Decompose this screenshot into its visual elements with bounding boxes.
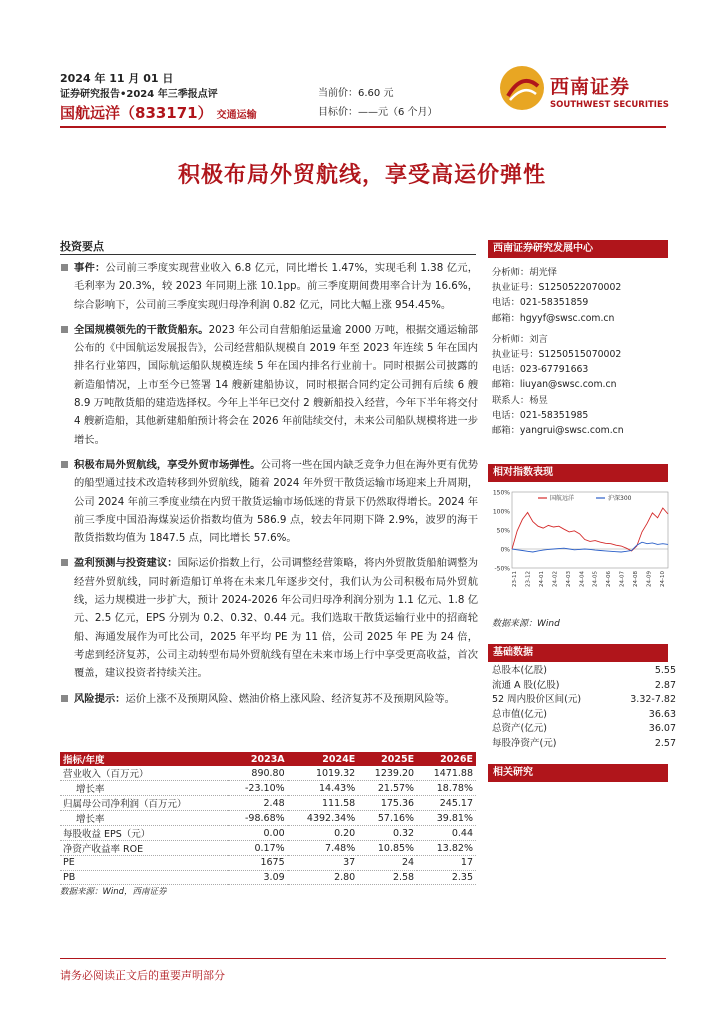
x-tick-label: 23-12 [525,571,532,587]
report-date: 2024 年 11 月 01 日 [60,72,174,85]
logo-en-name: SOUTHWEST SECURITIES [550,100,669,110]
key-point-text: 运价上涨不及预期风险、燃油价格上涨风险、经济复苏不及预期风险等。 [125,692,455,705]
report-title: 积极布局外贸航线，享受高运价弹性 [177,163,546,188]
key-point-text: 2023 年公司自营船舶运量逾 2000 万吨，根据交通运输部公布的《中国航运发展报告》，公司经营船队规模自 2019 年至 2023 年连续 5 年在国内排名行业第四，国际航运船队规模连续 5 年在国内排名行业前十。同时根据公司披露的新造船情况，上市至今已签署 14 艘新建船协议，同时根据合同约定公司拥有后续 6 艘 8.9 万吨散货船的建造选择权。今年上半年已交付 2 艘新船投入经营，今年下半年将交付 4 艘新造船，其他新建船舶预计将会在 2026 年前陆续交付，未来公司船队规模将进一步增长。 [74,323,478,446]
table-source: 数据来源：Wind，西南证券 [60,887,167,897]
row-label: 归属母公司净利润（百万元） [60,796,228,811]
key-point [60,456,478,547]
x-tick-label: 24-02 [552,571,559,587]
key-point [60,690,478,708]
key-point-text: 国际运价指数上行，公司调整经营策略，将内外贸散货船舶调整为经营外贸航线，同时新造船订单将在未来几年逐步交付，我们认为公司积极布局外贸航线，运力规模进一步扩大，预计 2024-2026 年公司归母净利润分别为 1.1 亿元、1.8 亿元、2.5 亿元，EPS 分别为 0.2、0.32、0.44 元。我们选取干散货运输行业中的招商轮船、海通发展作为可比公司，2025 年平均 PE 为 11 倍，公司 2025 年 PE 为 24 倍，考虑到经济复苏，公司主动转型布局外贸航线有望在未来市场上行中享受更高收益，首次覆盖，建议投资者持续关注。 [74,557,479,680]
y-tick-label: 100% [492,508,510,516]
key-point [60,321,478,449]
table-cell: 13.82% [417,841,476,856]
analyst-line: 分析师：刘言 [492,333,548,345]
basic-data-value: 5.55 [654,665,676,676]
basic-data-row [492,693,676,708]
header-divider [60,126,666,128]
analyst-email[interactable]: 邮箱：yangrui@swsc.com.cn [492,425,624,437]
company-name: 国航远洋（833171） [60,104,213,122]
table-cell: 1019.32 [288,766,359,781]
x-tick-label: 24-01 [538,571,545,587]
section-heading: 投资要点 [60,240,104,253]
basic-data-row [492,708,676,723]
table-header-cell: 2026E [417,752,476,766]
analyst-email[interactable]: 邮箱：hgyyf@swsc.com.cn [492,312,615,324]
table-cell: 17 [417,856,476,871]
basic-data-row [492,737,676,752]
table-cell: 1675 [228,856,287,871]
analyst-line: 分析师：胡光怿 [492,267,558,278]
research-center-header: 西南证券研究发展中心 [488,240,668,258]
basic-data-label: 总市值(亿元) [492,708,547,720]
basic-data-header: 基础数据 [488,644,668,662]
table-cell: 0.44 [417,826,476,841]
table-cell: 39.81% [417,811,476,826]
current-price: 当前价：6.60 元 [318,88,394,99]
basic-data-value: 36.07 [648,723,676,735]
x-tick-label: 23-11 [512,571,518,587]
analyst-line: 电话：021-58351859 [492,297,589,309]
table-row [60,826,476,841]
table-cell: 4392.34% [288,811,359,826]
table-cell: 0.00 [228,826,287,841]
table-cell: 2.35 [417,870,476,885]
table-header-cell: 2025E [358,752,417,766]
row-label: 增长率 [60,781,228,796]
table-cell: 18.78% [417,781,476,796]
basic-data-value: 2.87 [654,679,676,691]
target-price: 目标价：——元（6 个月） [318,107,438,118]
table-cell: 14.43% [288,781,359,796]
y-tick-label: 50% [496,527,510,535]
table-cell: 3.09 [228,870,287,885]
related-research-header: 相关研究 [488,764,668,782]
analyst-line: 执业证号：S1250522070002 [492,282,622,294]
table-cell: 2.58 [358,870,417,885]
basic-data-value: 36.63 [648,708,676,720]
basic-data-row [492,722,676,737]
table-row [60,811,476,826]
x-tick-label: 24-03 [565,571,572,587]
row-label: 净资产收益率 ROE [60,841,228,856]
table-header-cell: 2024E [288,752,359,766]
table-cell: 111.58 [288,796,359,811]
analyst-line: 执业证号：S1250515070002 [492,349,622,361]
basic-data-row [492,664,676,679]
footer-divider [60,958,666,959]
chart-plot-frame [512,492,668,568]
legend-label: 国航远洋 [550,495,575,502]
x-tick-label: 24-04 [579,571,586,587]
series-line-index [512,542,668,552]
x-tick-label: 24-06 [606,571,613,587]
relative-index-chart [488,486,672,596]
analyst-line: 电话：023-67791663 [492,364,589,376]
basic-data-label: 总股本(亿股) [492,665,547,676]
financial-forecast-table [60,752,476,885]
table-cell: -98.68% [228,811,287,826]
table-row [60,856,476,871]
analyst-line: 电话：021-58351985 [492,409,589,421]
basic-data-row [492,679,676,694]
logo-emblem-icon [500,66,544,110]
key-point [60,554,478,682]
basic-data-value: 3.32-7.82 [630,694,676,706]
x-tick-label: 24-09 [646,571,653,587]
x-tick-label: 24-10 [660,571,666,587]
key-point-lead: 积极布局外贸航线，享受外贸市场弹性。 [74,458,261,471]
table-cell: 2.80 [288,870,359,885]
basic-data-label: 总资产(亿元) [492,723,547,735]
key-point-lead: 风险提示： [74,692,126,705]
table-row [60,841,476,856]
table-row [60,870,476,885]
row-label: 增长率 [60,811,228,826]
industry-label: 交通运输 [216,110,257,121]
row-label: PB [60,870,228,885]
x-tick-label: 24-05 [592,571,599,587]
section-divider [60,254,476,255]
table-row [60,796,476,811]
y-tick-label: -50% [494,565,510,573]
analyst-line: 联系人：杨昱 [492,394,548,406]
table-cell: 57.16% [358,811,417,826]
key-point-lead: 事件： [74,262,106,274]
analyst-email[interactable]: 邮箱：liuyan@swsc.com.cn [492,379,617,391]
table-cell: 2.48 [228,796,287,811]
row-label: PE [60,856,228,871]
key-points [60,259,478,715]
table-cell: -23.10% [228,781,287,796]
row-label: 营业收入（百万元） [60,766,228,781]
logo-cn-name: 西南证券 [550,76,631,98]
table-header-row [60,752,476,766]
report-type: 证券研究报告•2024 年三季报点评 [60,89,218,100]
brand-logo [500,66,680,124]
key-point-text: 公司将一些在国内缺乏竞争力但在海外更有优势的船型通过技术改造转移到外贸航线，随着 2024 年外贸干散货运输市场迎来上升周期，公司 2024 年前三季度业绩在内贸干散货运输市场低迷的背景下仍然取得增长。2024 年前三季度中国沿海煤炭运价指数均值为 586.9 点，较去年同期下降 2.9%，波罗的海干散货指数均值为 1847.5 点，同比增长 57.6%。 [74,458,479,545]
basic-data-value: 2.57 [654,737,676,749]
table-cell: 37 [288,856,359,871]
key-point-lead: 全国规模领先的干散货船东。 [74,323,209,336]
table-cell: 7.48% [288,841,359,856]
row-label: 每股收益 EPS（元） [60,826,228,841]
table-cell: 245.17 [417,796,476,811]
analyst-info [492,265,670,438]
y-tick-label: 0% [500,546,510,554]
relative-index-header: 相对指数表现 [488,464,668,482]
table-cell: 0.32 [358,826,417,841]
table-header-cell: 2023A [228,752,287,766]
basic-data-label: 流通 A 股(亿股) [492,679,560,691]
x-tick-label: 24-07 [619,571,626,587]
company-title [60,102,257,123]
key-point-text: 公司前三季度实现营业收入 6.8 亿元，同比增长 1.47%，实现毛利 1.38 亿元，毛利率为 20.3%，较 2023 年同期上涨 10.1pp。前三季度期间费用率合计为 16.6%，综合影响下，公司前三季度实现归母净利润 0.82 亿元，同比大幅上涨 954.45%。 [74,262,478,311]
table-cell: 175.36 [358,796,417,811]
table-cell: 0.20 [288,826,359,841]
legend-label: 沪深300 [608,495,632,502]
series-line-company [512,508,668,551]
y-tick-label: 150% [492,489,510,497]
table-cell: 21.57% [358,781,417,796]
key-point [60,259,478,314]
basic-data-list [492,664,676,752]
basic-data-label: 每股净资产(元) [492,737,557,749]
table-cell: 890.80 [228,766,287,781]
basic-data-label: 52 周内股价区间(元) [492,694,582,706]
table-cell: 10.85% [358,841,417,856]
table-header-cell: 指标/年度 [60,752,228,766]
table-cell: 1239.20 [358,766,417,781]
x-tick-label: 24-08 [633,571,640,587]
table-cell: 24 [358,856,417,871]
chart-source: 数据来源：Wind [492,619,560,629]
key-point-lead: 盈利预测与投资建议： [74,557,178,570]
table-row [60,781,476,796]
disclaimer-notice[interactable]: 请务必阅读正文后的重要声明部分 [60,969,225,982]
table-cell: 1471.88 [417,766,476,781]
table-cell: 0.17% [228,841,287,856]
table-row [60,766,476,781]
